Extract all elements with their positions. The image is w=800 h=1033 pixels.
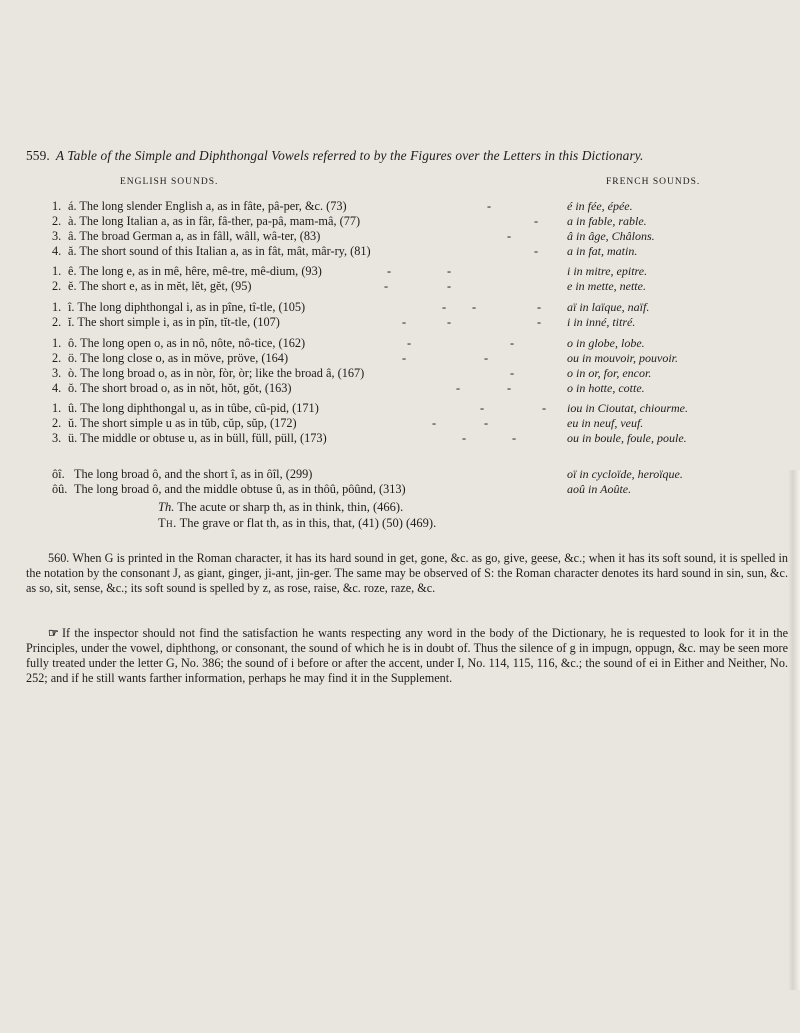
table-row: 1. ô. The long open o, as in nô, nôte, nô-tice, (162) - - o in globe, lobe. [52,336,645,350]
table-row: 2. ĭ. The short simple i, as in pĭn, tĭt-tle, (107) - - - i in inné, titré. [52,315,636,329]
paragraph-560: 560. When G is printed in the Roman character, it has its hard sound in get, gone, &c. as go, give, geese, &c.; when it has its soft sound, it is spelled in the notation by the consonant J, as giant, ginger, ji-ant, jin-ger. The same may be observed of S: the Roman character denotes its hard sound in sin, sun, &c. as so, sit, sense, &c.; its soft sound is spelled by z, as rose, raise, &c. roze, raze, &c. [26,551,788,595]
title-text: A Table of the Simple and Diphthongal Vowels referred to by the Figures over the Letters in this Dictionary. [55,148,644,163]
page-edge [788,470,800,990]
french-sounds-header: FRENCH SOUNDS. [606,177,701,187]
pointing-hand-icon: ☞ [48,626,59,640]
vowel-group-u [52,401,782,446]
th-acute-line: Th. The acute or sharp th, as in think, thin, (466). [158,500,404,514]
table-row: 2. à. The long Italian a, as in fâr, fâ-ther, pa-pâ, mam-mâ, (77) - a in fable, rable. [52,214,647,228]
th-grave-line: Th. The grave or flat th, as in this, that, (41) (50) (469). [158,516,437,530]
table-row: 1. û. The long diphthongal u, as in tûbe, cû-pid, (171) - - iou in Cioutat, chiourme. [52,401,688,415]
table-row: 4. ŏ. The short broad o, as in nŏt, hŏt, gŏt, (163) - - o in hotte, cotte. [52,381,645,395]
table-row: 1. á. The long slender English a, as in fâte, pâ-per, &c. (73) - é in fée, épée. [52,199,633,213]
page-title [26,148,786,164]
vowel-group-a [52,199,782,259]
vowel-group-o [52,336,782,396]
table-row: 4. ă. The short sound of this Italian a, as in fât, mât, mâr-ry, (81) - a in fat, matin. [52,244,638,258]
table-row: ôî. The long broad ô, and the short î, as in ôîl, (299) oï in cycloïde, heroïque. [52,467,683,481]
section-number: 559. [26,148,50,163]
table-row: 3. ò. The long broad o, as in nòr, fòr, òr; like the broad â, (167) - o in or, for, encor. [52,366,652,380]
table-row: 2. ö. The long close o, as in möve, pröve, (164) - - ou in mouvoir, pouvoir. [52,351,678,365]
table-row: 1. ê. The long e, as in mê, hêre, mê-tre, mê-dium, (93) - - i in mitre, epitre. [52,264,648,278]
table-row: 1. î. The long diphthongal i, as in pîne, tî-tle, (105) - - - aï in laïque, naïf. [52,300,650,314]
table-row: ôû. The long broad ô, and the middle obtuse û, as in thôû, pôûnd, (313) aoû in Aoûte. [52,482,632,496]
table-row: 2. ĕ. The short e, as in mĕt, lĕt, gĕt, (95) - - e in mette, nette. [52,279,646,293]
english-sounds-header: ENGLISH SOUNDS. [120,177,219,187]
diphthong-group [52,467,782,497]
vowel-group-e [52,264,782,294]
vowel-group-i [52,300,782,330]
table-row: 3. â. The broad German a, as in fâll, wâll, wâ-ter, (83) - â in âge, Châlons. [52,229,655,243]
table-row: 3. ü. The middle or obtuse u, as in büll, füll, püll, (173) - - ou in boule, foule, poule. [52,431,687,445]
paragraph-note: ☞ If the inspector should not find the satisfaction he wants respecting any word in the body of the Dictionary, he is requested to look for it in the Principles, under the vowel, diphthong, or consonant, the sound of which he is in doubt of. Thus the silence of g in impugn, oppugn, &c. may be seen more fully treated under the letter G, No. 386; the sound of i before or after the accent, under I, No. 114, 115, 116, &c.; the sound of ei in Either and Neither, No. 252; and if he still wants farther information, perhaps he may find it in the Supplement. [26,626,788,685]
table-row: 2. ŭ. The short simple u as in tŭb, cŭp, sŭp, (172) - - eu in neuf, veuf. [52,416,644,430]
